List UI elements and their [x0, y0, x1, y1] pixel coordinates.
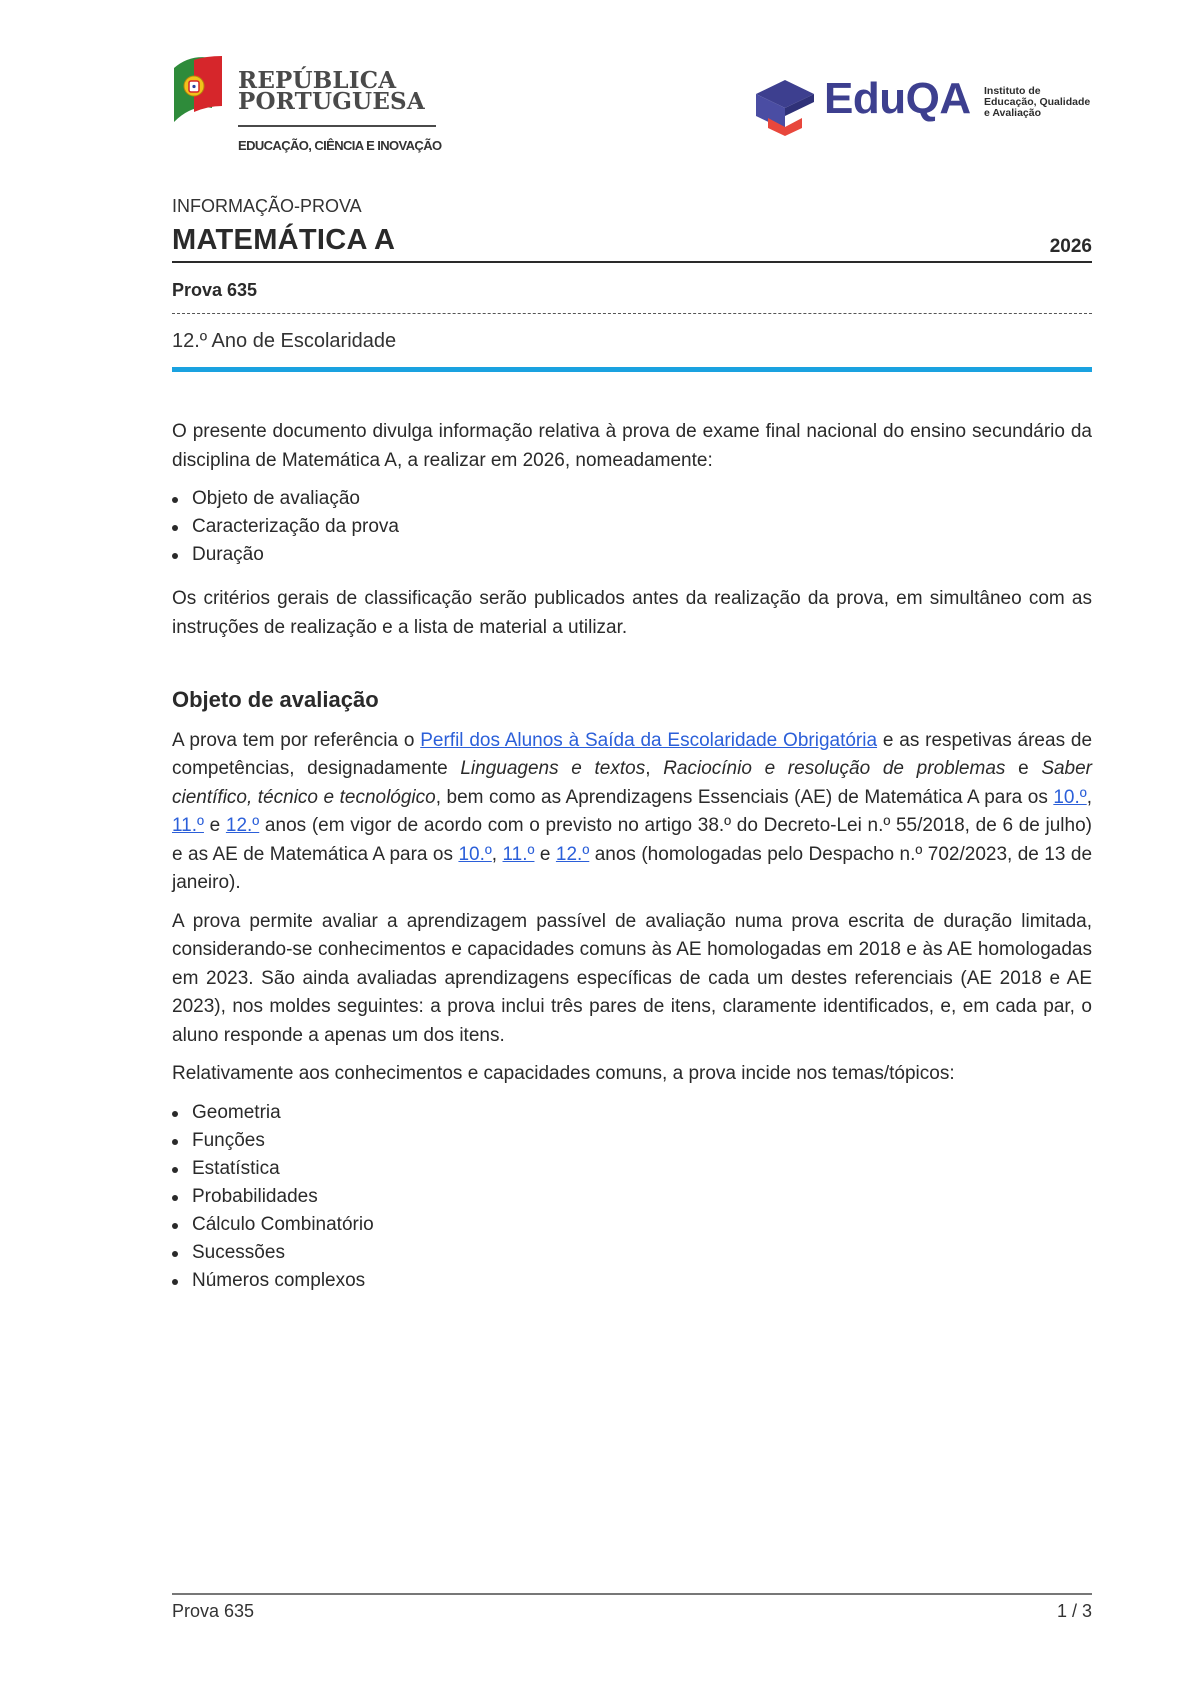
text-run: , bem como as Aprendizagens Essenciais (AE) de Matemática A para os: [435, 786, 1054, 808]
rp-logo-line1: REPÚBLICA: [238, 67, 397, 94]
eduqa-description: [984, 86, 1090, 119]
bullet-icon: [172, 1223, 178, 1229]
eduqa-desc-line3: e Avaliação: [984, 107, 1042, 119]
page-number: 1 / 3: [1056, 1601, 1092, 1621]
text-run: ,: [1086, 786, 1092, 808]
emphasis-text: Linguagens e textos: [460, 758, 646, 779]
rp-logo-wordmark: [238, 67, 425, 115]
rp-logo-rule: [238, 125, 436, 127]
rp-logo-line2: PORTUGUESA: [238, 88, 425, 115]
list-item-label: Estatística: [192, 1157, 280, 1179]
topics-list: [172, 1099, 1092, 1295]
list-item-label: Geometria: [192, 1101, 281, 1123]
bullet-icon: [172, 1111, 178, 1117]
bullet-icon: [172, 497, 178, 503]
text-run: e as respetivas áreas de competências, designadamente: [172, 729, 1093, 779]
list-item-label: Números complexos: [192, 1269, 366, 1291]
intro-list: [172, 485, 1092, 569]
dashed-divider: [172, 313, 1092, 314]
page-title: MATEMÁTICA A: [172, 224, 396, 256]
list-item: [172, 1211, 1092, 1239]
list-item: [172, 1099, 1092, 1127]
reference-paragraph: [172, 727, 1092, 898]
list-item: [172, 1267, 1092, 1295]
list-item: [172, 541, 1092, 569]
ae-2018-11-link[interactable]: 11.º: [172, 815, 204, 836]
assessment-paragraph: A prova permite avaliar a aprendizagem passível de avaliação numa prova escrita de duração limitada, considerando-se conhecimentos e capacidades comuns às AE homologadas em 2018 e às AE homologadas em 2023. São ainda avaliadas aprendizagens específicas de cada um destes referenciais (AE 2018 e AE 2023), nos moldes seguintes: a prova inclui três pares de itens, claramente identificados, e, em cada par, o aluno responde a apenas um dos itens.: [172, 910, 1092, 1046]
list-item: [172, 1127, 1092, 1155]
text-run: anos (em vigor de acordo com o previsto no artigo 38.º do Decreto-Lei n.º 55/2018, de 6 de julho) e as AE de Matemática A para os: [172, 815, 1092, 865]
ae-2023-10-link[interactable]: 10.º: [458, 843, 492, 865]
ae-2018-12-link[interactable]: 12.º: [225, 815, 260, 836]
list-item: [172, 1155, 1092, 1183]
criteria-paragraph: Os critérios gerais de classificação serão publicados antes da realização da prova, em simultâneo com as instruções de realização e a lista de material a utilizar.: [172, 588, 1092, 638]
list-item: [172, 1239, 1092, 1267]
section-heading: Objeto de avaliação: [172, 687, 379, 712]
list-item-label: Duração: [192, 544, 264, 565]
bullet-icon: [172, 553, 178, 559]
document-kicker: INFORMAÇÃO-PROVA: [172, 196, 362, 216]
eduqa-wordmark: EduQA: [824, 74, 971, 123]
rp-logo-subtitle: EDUCAÇÃO, CIÊNCIA E INOVAÇÃO: [238, 138, 442, 153]
ae-2018-10-link[interactable]: 10.º: [1053, 786, 1087, 808]
republica-portuguesa-logo: [170, 54, 440, 159]
list-item-label: Caracterização da prova: [192, 516, 399, 537]
ae-2023-11-link[interactable]: 11.º: [502, 843, 535, 865]
list-item: [172, 1183, 1092, 1211]
eduqa-desc-line1: Instituto de: [984, 85, 1041, 97]
text-run: anos (homologadas pelo Despacho n.º 702/2023, de 13 de janeiro).: [172, 843, 1093, 893]
document-body: [172, 418, 1092, 1295]
bullet-icon: [172, 1139, 178, 1145]
list-item-label: Cálculo Combinatório: [192, 1213, 374, 1235]
school-grade: 12.º Ano de Escolaridade: [172, 330, 397, 352]
list-item-label: Funções: [192, 1129, 265, 1151]
emphasis-text: Saber científico, técnico e tecnológico: [172, 758, 1093, 808]
list-item-label: Objeto de avaliação: [192, 488, 360, 509]
portuguese-flag-emblem-icon: [170, 54, 226, 128]
graduation-cap-icon: [754, 72, 816, 138]
bullet-icon: [172, 1279, 178, 1285]
spacer: [172, 569, 1092, 585]
footer-exam-code: Prova 635: [172, 1601, 255, 1621]
exam-code: Prova 635: [172, 280, 258, 300]
list-item: [172, 485, 1092, 513]
intro-paragraph: O presente documento divulga informação relativa à prova de exame final nacional do ensino secundário da disciplina de Matemática A, a realizar em 2026, nomeadamente:: [172, 421, 1092, 471]
title-rule: [172, 261, 1092, 263]
emphasis-text: Raciocínio e resolução de problemas: [663, 758, 1006, 779]
text-run: e: [1005, 758, 1042, 779]
accent-divider: [172, 367, 1092, 372]
text-run: e: [534, 843, 556, 865]
exam-year: 2026: [1049, 236, 1092, 257]
text-run: ,: [491, 843, 503, 865]
text-run: ,: [645, 758, 664, 779]
list-item-label: Probabilidades: [192, 1185, 318, 1207]
topics-intro-paragraph: Relativamente aos conhecimentos e capacidades comuns, a prova incide nos temas/tópicos:: [172, 1063, 955, 1084]
eduqa-desc-line2: Educação, Qualidade: [984, 96, 1091, 108]
bullet-icon: [172, 525, 178, 531]
text-run: e: [203, 815, 226, 836]
bullet-icon: [172, 1251, 178, 1257]
list-item-label: Sucessões: [192, 1241, 285, 1263]
bullet-icon: [172, 1167, 178, 1173]
footer-rule: [172, 1593, 1092, 1595]
perfil-alunos-link[interactable]: Perfil dos Alunos à Saída da Escolaridade Obrigatória: [420, 729, 878, 751]
text-run: A prova tem por referência o: [172, 729, 421, 751]
list-item: [172, 513, 1092, 541]
eduqa-logo: [754, 70, 1094, 142]
ae-2023-12-link[interactable]: 12.º: [555, 843, 590, 865]
bullet-icon: [172, 1195, 178, 1201]
